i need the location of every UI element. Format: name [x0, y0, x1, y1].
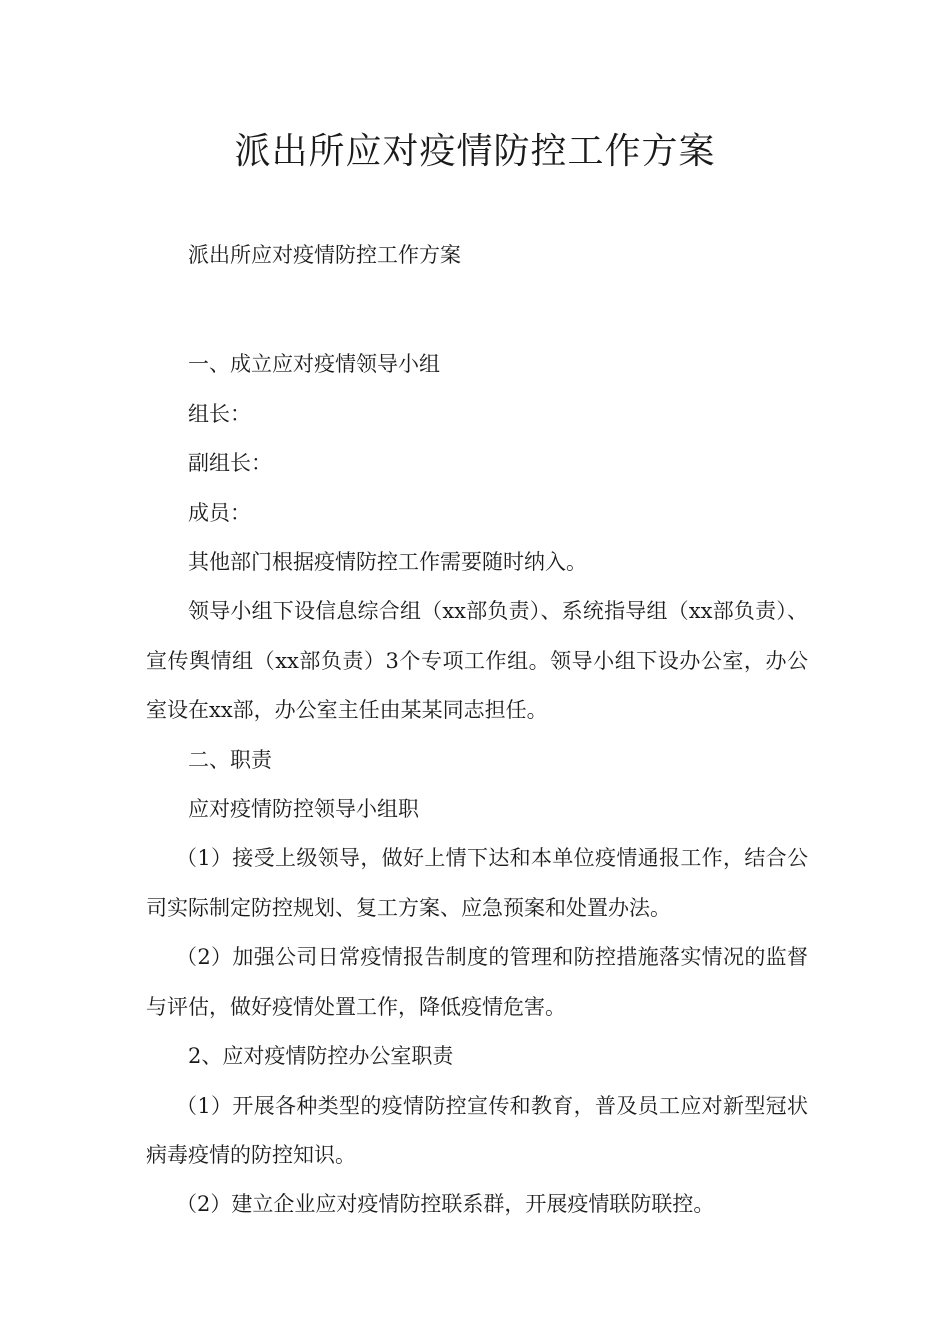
paragraph: 应对疫情防控领导小组职: [188, 797, 419, 822]
paragraph: 成员：: [188, 500, 251, 525]
document-title: 派出所应对疫情防控工作方案: [234, 131, 716, 172]
paragraph: 领导小组下设信息综合组（xx部负责）、系统指导组（xx部负责）、宣传舆情组（xx部负责）3个专项工作组。领导小组下设办公室，办公室设在xx部，办公室主任由某某同志担任。: [146, 599, 808, 723]
paragraph: （2）加强公司日常疫情报告制度的管理和防控措施落实情况的监督与评估，做好疫情处置工作，降低疫情危害。: [146, 945, 808, 1019]
paragraph: （1）开展各种类型的疫情防控宣传和教育，普及员工应对新型冠状病毒疫情的防控知识。: [146, 1093, 808, 1167]
paragraph: 副组长：: [188, 451, 272, 476]
paragraph: 组长：: [188, 401, 251, 426]
paragraph: 其他部门根据疫情防控工作需要随时纳入。: [188, 550, 587, 575]
section-heading: 2、应对疫情防控办公室职责: [188, 1044, 454, 1069]
paragraph: （1）接受上级领导，做好上情下达和本单位疫情通报工作，结合公司实际制定防控规划、复工方案、应急预案和处置办法。: [146, 846, 808, 920]
paragraph-subtitle: 派出所应对疫情防控工作方案: [188, 243, 461, 267]
section-heading: 一、成立应对疫情领导小组: [188, 352, 440, 377]
blank-line: [146, 280, 808, 340]
section-heading: 二、职责: [188, 747, 272, 772]
paragraph: （2）建立企业应对疫情防控联系群，开展疫情联防联控。: [176, 1192, 715, 1217]
document-body: [146, 231, 808, 1230]
